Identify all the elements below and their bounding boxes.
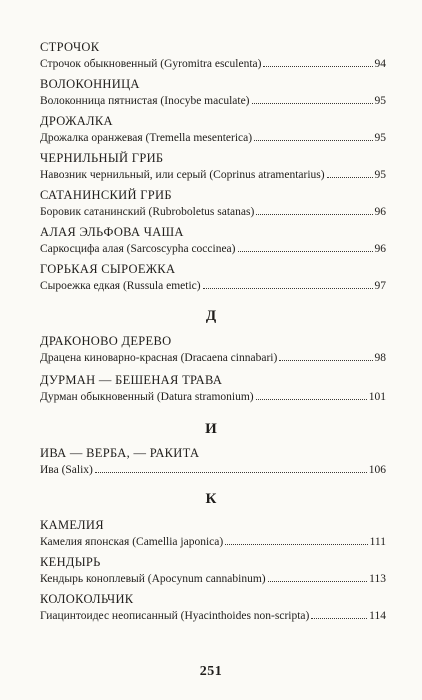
entry-text: Строчок обыкновенный (Gyromitra esculenta) bbox=[40, 58, 262, 70]
toc-entry bbox=[40, 40, 386, 71]
entry-line bbox=[40, 463, 386, 477]
entry-line bbox=[40, 279, 386, 293]
toc-entry bbox=[40, 592, 386, 623]
toc-entry bbox=[40, 373, 386, 404]
entry-page: 96 bbox=[374, 206, 386, 218]
toc-entry bbox=[40, 77, 386, 108]
toc-entry bbox=[40, 114, 386, 145]
entry-page: 111 bbox=[369, 536, 386, 548]
entry-text: Боровик сатанинский (Rubroboletus satanas) bbox=[40, 206, 255, 218]
toc-entry bbox=[40, 262, 386, 293]
dot-leader bbox=[252, 102, 373, 104]
entry-title: ВОЛОКОННИЦА bbox=[40, 77, 140, 91]
entry-line bbox=[40, 168, 386, 182]
entry-page: 98 bbox=[374, 352, 386, 364]
entry-page: 101 bbox=[368, 391, 386, 403]
dot-leader bbox=[95, 471, 367, 473]
entry-title: ЧЕРНИЛЬНЫЙ ГРИБ bbox=[40, 151, 164, 165]
dot-leader bbox=[263, 65, 372, 67]
entry-page: 95 bbox=[374, 132, 386, 144]
dot-leader bbox=[279, 359, 372, 361]
entry-line bbox=[40, 205, 386, 219]
toc-entry bbox=[40, 446, 386, 477]
entry-title: КОЛОКОЛЬЧИК bbox=[40, 592, 134, 606]
entry-text: Дурман обыкновенный (Datura stramonium) bbox=[40, 391, 254, 403]
dot-leader bbox=[203, 287, 373, 289]
entry-title: ДУРМАН — БЕШЕНАЯ ТРАВА bbox=[40, 373, 223, 387]
entry-text: Кендырь коноплевый (Apocynum cannabinum) bbox=[40, 573, 266, 585]
entry-title: ДРАКОНОВО ДЕРЕВО bbox=[40, 334, 172, 348]
entry-page: 97 bbox=[374, 280, 386, 292]
entry-line bbox=[40, 351, 386, 365]
entry-page: 94 bbox=[374, 58, 386, 70]
toc-entry bbox=[40, 225, 386, 256]
entry-text: Гиацинтоидес неописанный (Hyacinthoides non-scripta) bbox=[40, 610, 310, 622]
entry-title: АЛАЯ ЭЛЬФОВА ЧАША bbox=[40, 225, 184, 239]
entry-line bbox=[40, 609, 386, 623]
entry-line bbox=[40, 242, 386, 256]
entry-page: 96 bbox=[374, 243, 386, 255]
entry-text: Сыроежка едкая (Russula emetic) bbox=[40, 280, 201, 292]
entry-line bbox=[40, 572, 386, 586]
dot-leader bbox=[254, 139, 372, 141]
toc-entry bbox=[40, 151, 386, 182]
dot-leader bbox=[256, 398, 367, 400]
entry-page: 106 bbox=[368, 464, 386, 476]
entry-title: ГОРЬКАЯ СЫРОЕЖКА bbox=[40, 262, 176, 276]
entry-text: Камелия японская (Camellia japonica) bbox=[40, 536, 224, 548]
entry-text: Драцена киноварно-красная (Dracaena cinnabari) bbox=[40, 352, 278, 364]
dot-leader bbox=[311, 617, 367, 619]
entry-title: ДРОЖАЛКА bbox=[40, 114, 113, 128]
entry-page: 95 bbox=[374, 169, 386, 181]
dot-leader bbox=[256, 213, 372, 215]
entry-title: САТАНИНСКИЙ ГРИБ bbox=[40, 188, 172, 202]
entry-title: ИВА — ВЕРБА, — РАКИТА bbox=[40, 446, 200, 460]
entry-line bbox=[40, 131, 386, 145]
entry-page: 114 bbox=[369, 610, 386, 622]
page-number: 251 bbox=[199, 664, 223, 679]
entry-text: Ива (Salix) bbox=[40, 464, 93, 476]
entry-text: Волоконница пятнистая (Inocybe maculate) bbox=[40, 95, 250, 107]
entry-text: Навозник чернильный, или серый (Coprinus atramentarius) bbox=[40, 169, 325, 181]
entry-line bbox=[40, 535, 386, 549]
toc-entry bbox=[40, 555, 386, 586]
entry-line bbox=[40, 94, 386, 108]
entry-page: 95 bbox=[374, 95, 386, 107]
toc-entry bbox=[40, 518, 386, 549]
dot-leader bbox=[327, 176, 373, 178]
toc-entry bbox=[40, 334, 386, 365]
entry-line bbox=[40, 390, 386, 404]
entry-line bbox=[40, 57, 386, 71]
entry-title: КАМЕЛИЯ bbox=[40, 518, 104, 532]
dot-leader bbox=[268, 580, 368, 582]
entry-text: Саркосцифа алая (Sarcoscypha coccinea) bbox=[40, 243, 236, 255]
entry-title: КЕНДЫРЬ bbox=[40, 555, 101, 569]
entry-page: 113 bbox=[369, 573, 386, 585]
section-letter: И bbox=[205, 421, 217, 437]
entry-title: СТРОЧОК bbox=[40, 40, 100, 54]
section-letter: К bbox=[205, 491, 217, 507]
toc-entry bbox=[40, 188, 386, 219]
section-letter: Д bbox=[205, 308, 217, 324]
dot-leader bbox=[225, 543, 367, 545]
dot-leader bbox=[238, 250, 373, 252]
entry-text: Дрожалка оранжевая (Tremella mesenterica) bbox=[40, 132, 253, 144]
